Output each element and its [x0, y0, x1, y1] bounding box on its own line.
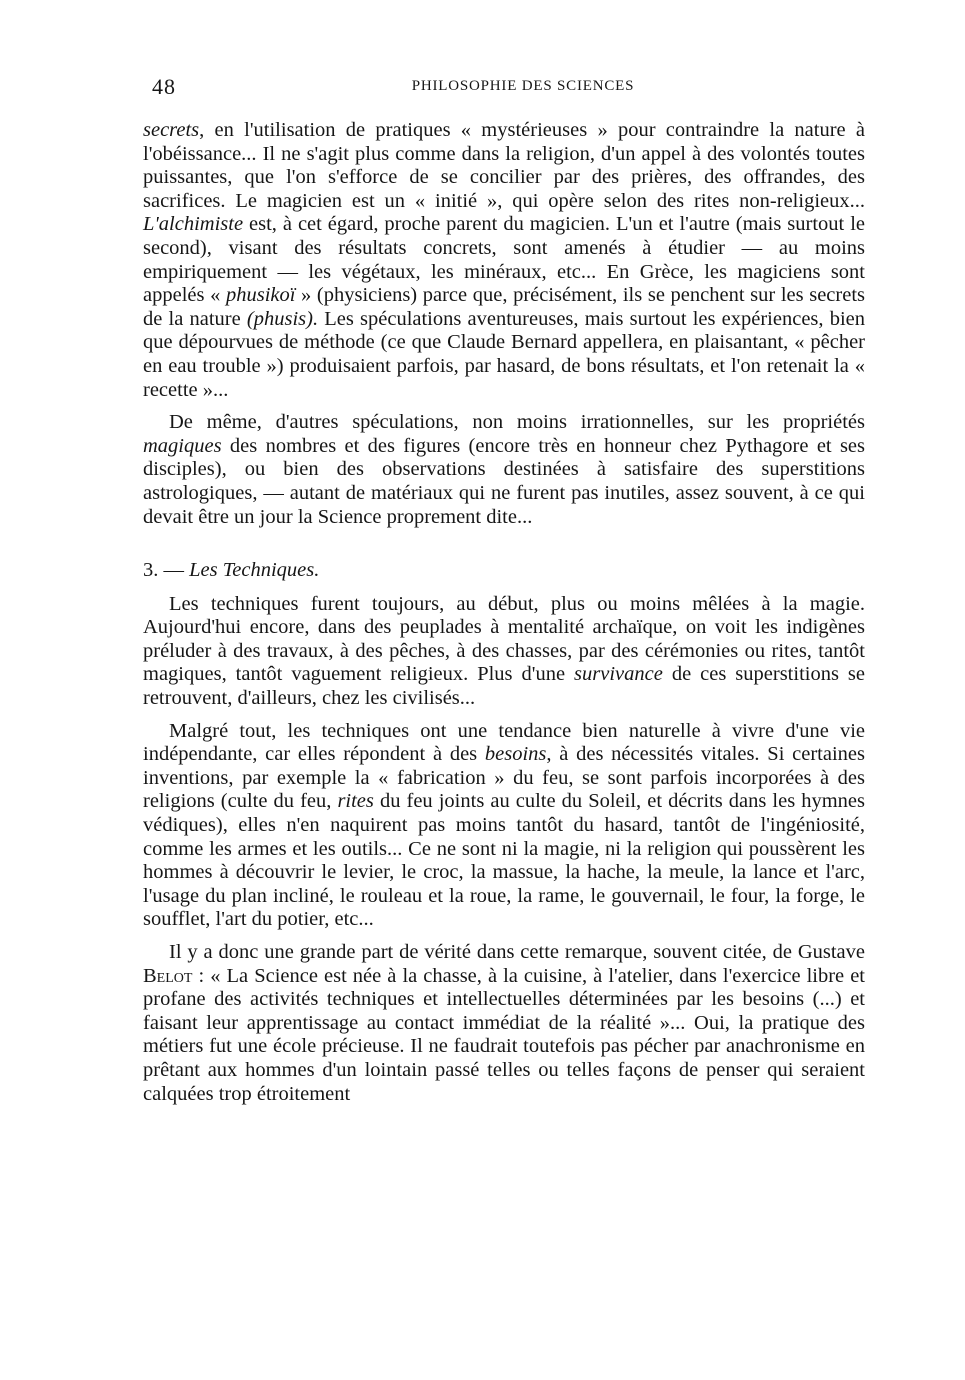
italic-text: secrets: [143, 119, 200, 141]
small-caps-text: Belot: [143, 964, 193, 987]
text-run: Les techniques furent toujours, au début, plus ou moins mêlées à la magie. Aujourd'hui encore, dans des peuplades à mentalité archaïque, on voit les indigènes préluder à des travaux, à des pêches, à des chasses, par des cérémonies ou rites, tantôt magiques, tantôt vaguement religieux. Plus d'une: [143, 592, 865, 686]
italic-text: besoins: [484, 743, 547, 766]
text-run: est, à cet égard, proche parent du magicien. L'un et l'autre (mais surtout le second), visant des résultats concrets, sont amenés à étudier — au moins empiriquement — les végétaux, les minéraux, etc... En Grèce, les magiciens sont appelés «: [143, 213, 865, 307]
italic-text: magiques: [143, 434, 222, 457]
text-run: des nombres et des figures (encore très en honneur chez Pythagore et ses disciples), ou bien des observations destinées à satisfaire des superstitions astrologiques, — autant de matériaux qui ne furent pas inutiles, assez souvent, à ce qui devait être un jour la Science proprement dite...: [143, 434, 865, 528]
italic-text: phusikoï: [225, 284, 296, 307]
text-run: » (physiciens) parce que, précisément, ils se penchent sur les secrets de la nature: [143, 284, 865, 330]
text-run: Les spéculations aventureuses, mais surtout les expériences, bien que dépourvues de méthode (ce que Claude Bernard appellera, en plaisantant, « pêcher en eau trouble ») produisaient parfois, par hasard, de bons résultats, et l'on retenait la « recette »...: [143, 307, 865, 401]
paragraph-continued: [143, 119, 865, 402]
text-run: , en l'utilisation de pratiques « mystérieuses » pour contraindre la nature à l'obéissance... Il ne s'agit plus comme dans la religion, d'un appel à des volontés toutes puissantes, que l'on s'efforce de se concilier par des prières, des offrandes, des sacrifices. Le magicien est un « initié », qui opère selon des rites non-religieux...: [143, 119, 865, 212]
text-run: De même, d'autres spéculations, non moins irrationnelles, sur les propriétés: [169, 411, 865, 434]
section-number: 3. —: [143, 559, 190, 582]
text-run: : « La Science est née à la chasse, à la cuisine, à l'atelier, dans l'exercice libre et profane des activités techniques et intellectuelles déterminées par les besoins (...) et faisant leur apprentissage au contact immédiat de la réalité »... Oui, la pratique des métiers fut une école précieuse. Il ne faudrait toutefois pas pécher par anachronisme en prêtant aux hommes d'un lointain passé telles ou telles façons de penser qui seraient calquées trop étroitement: [143, 964, 865, 1105]
running-title: PHILOSOPHIE DES SCIENCES: [411, 78, 635, 94]
italic-text: (phusis).: [246, 307, 319, 330]
page-body: [143, 119, 865, 1106]
italic-text: L'alchimiste: [143, 213, 244, 236]
section-heading: [143, 559, 865, 583]
italic-text: rites: [337, 790, 374, 813]
text-run: de ces superstitions se retrouvent, d'ailleurs, chez les civilisés...: [143, 663, 865, 710]
page-header: [152, 74, 866, 106]
paragraph: [143, 720, 865, 932]
page-number: 48: [152, 74, 176, 99]
text-run: Il y a donc une grande part de vérité dans cette remarque, souvent citée, de Gustave: [169, 941, 865, 963]
italic-text: survivance: [574, 663, 663, 686]
text-run: du feu joints au culte du Soleil, et décrits dans les hymnes védiques), elles n'en naquirent pas moins tantôt du hasard, tantôt de l'ingéniosité, comme les armes et les outils... Ce ne sont ni la magie, ni la religion qui poussèrent les hommes à découvrir le levier, le croc, la massue, la hache, la meule, la lance et l'arc, l'usage du plan incliné, le rouleau et la roue, la rame, le gouvernail, le four, la forge, le soufflet, l'art du potier, etc...: [143, 790, 865, 931]
text-run: , à des nécessités vitales. Si certaines inventions, par exemple la « fabrication » du feu, se sont parfois incorporées à des religions (culte du feu,: [143, 743, 865, 813]
paragraph: [143, 941, 865, 1106]
paragraph: [143, 411, 865, 529]
section-title: Les Techniques.: [189, 559, 320, 582]
paragraph: [143, 593, 865, 711]
text-run: Malgré tout, les techniques ont une tendance bien naturelle à vivre d'une vie indépendante, car elles répondent à des: [143, 719, 865, 766]
